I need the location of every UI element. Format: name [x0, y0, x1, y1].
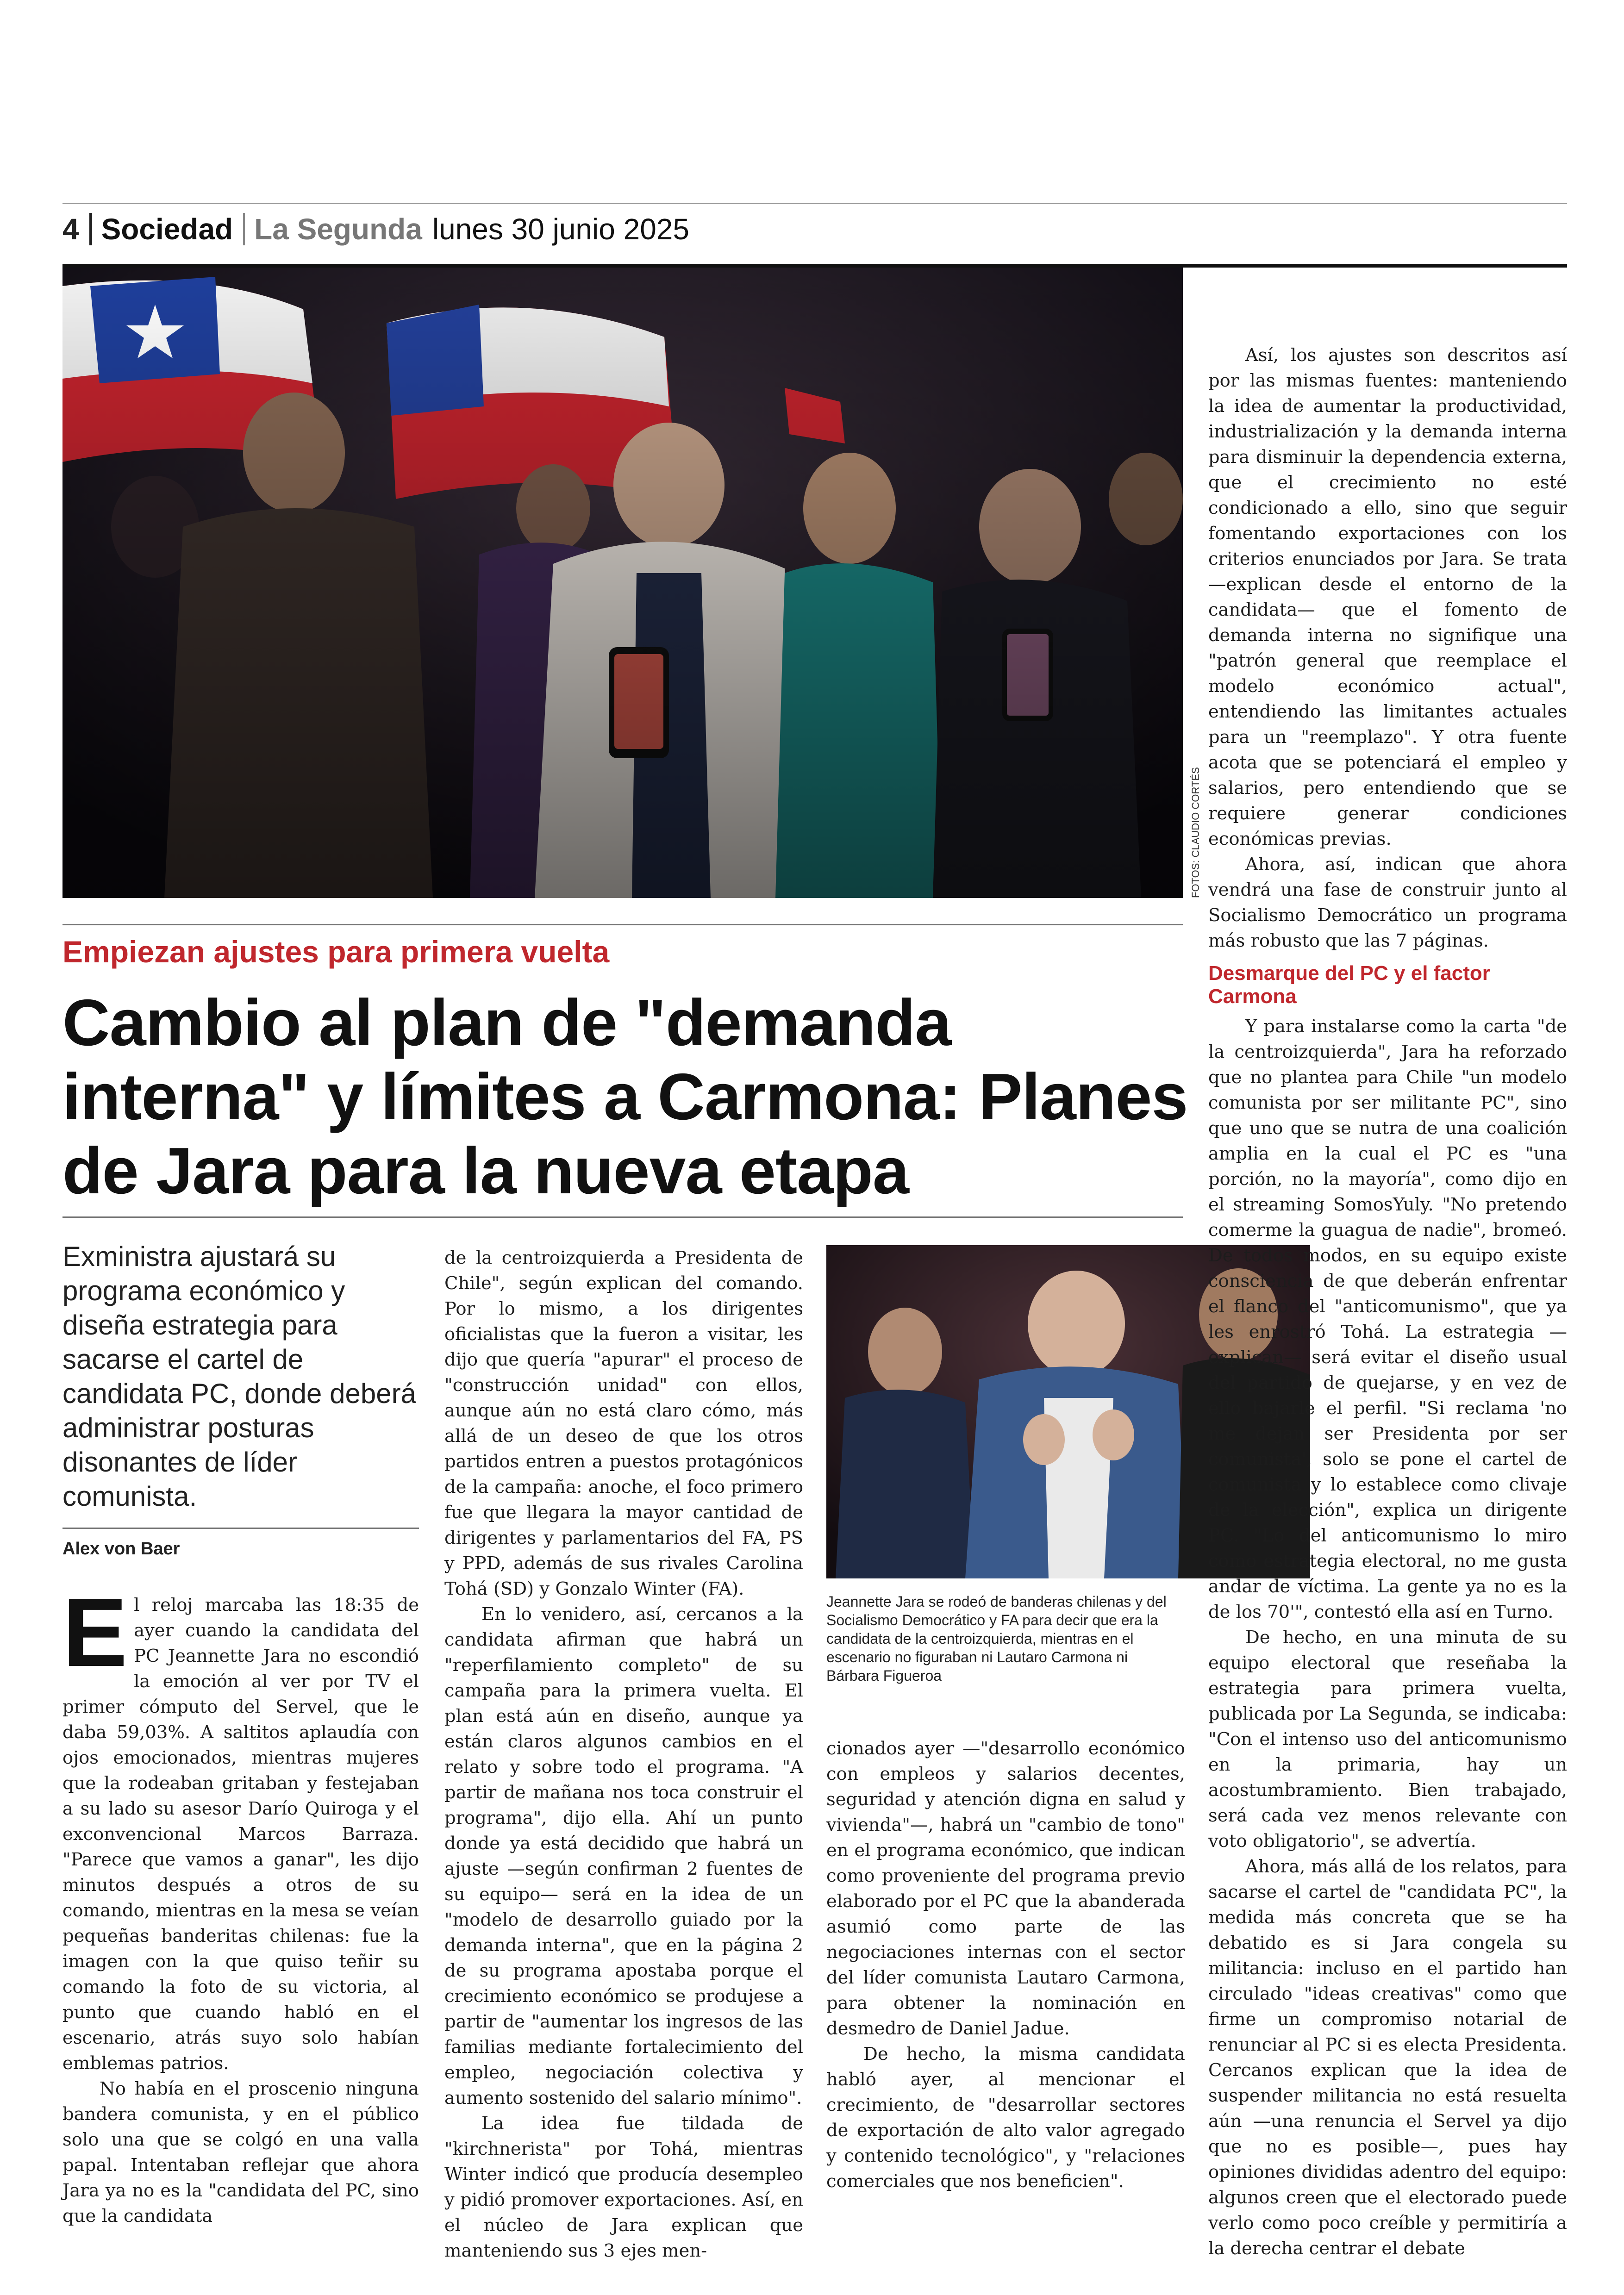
drop-cap: E: [62, 1578, 128, 1687]
paragraph: Y para instalarse como la carta "de la centroizquierda", Jara ha reforzado que no plantea para Chile "un modelo comunista por ser militante PC", sino que uno que se nutra de una coalición amplia en la cual el PC es "una porción, no la mayoría", como dijo en el streaming SomosYuly. "No pretendo comerme la guagua de nadie", bromeó. De todos modos, en su equipo existe consciencia de que deberán enfrentar el flanco del "anticomunismo", que ya les enrostró Tohá. La estrategia —explican— será evitar el diseño usual del partido de quejarse, y en vez de ello bajarle el perfil. "Si reclama 'no me dejan ser Presidenta por ser comunista', solo se pone el cartel de comunista y lo establece como clivaje de la elección", explica un dirigente PC. "Lo del anticomunismo lo miro como estrategia electoral, no me gusta andar de víctima. La gente ya no es la de los 70'", contestó ella así en Turno.: [1208, 1016, 1567, 1622]
body-column-4: [1208, 343, 1567, 2261]
paragraph: de la centroizquierda a Presidenta de Chile", según explican del comando. Por lo mismo, a los dirigentes oficialistas que la fueron a visitar, les dijo que quería "apurar" el proceso de "construcción unidad" con ellos, aunque aún no está claro cómo, más allá de un deseo de que los otros partidos entren a puestos protagónicos de la campaña: anoche, el foco primero fue que llegara la mayor cantidad de dirigentes y parlamentarios del FA, PS y PPD, además de sus rivales Carolina Tohá (SD) y Gonzalo Winter (FA).: [444, 1247, 803, 1599]
body-column-1: [62, 1578, 419, 2229]
paragraph: Ahora, así, indican que ahora vendrá una fase de construir junto al Socialismo Democrático un programa más robusto que las 7 páginas.: [1208, 854, 1567, 951]
page-number: 4: [62, 212, 79, 246]
main-photo-illustration: [62, 268, 1183, 898]
paragraph: De hecho, en una minuta de su equipo electoral que reseñaba la estrategia para primera vuelta, publicada por La Segunda, se indicaba: "Con el intenso uso del anticomunismo en la primaria, hay un acostumbramiento. Bien trabajado, será cada vez menos relevante con voto obligatorio", se advertía.: [1208, 1627, 1567, 1852]
issue-date: lunes 30 junio 2025: [432, 212, 689, 246]
subheading: Desmarque del PC y el factor Carmona: [1208, 962, 1490, 1008]
main-photo: [62, 268, 1183, 898]
paragraph: [62, 1578, 419, 2076]
paragraph: cionados ayer —"desarrollo económico con empleos y salarios decentes, seguridad y atención digna en salud y vivienda"—, habrá un "cambio de tono" en el programa económico, que indican como proveniente del programa previo elaborado por el PC que la abanderada asumió como parte de las negociaciones internas con el sector del líder comunista Lautaro Carmona, para obtener la nominación en desmedro de Daniel Jadue.: [826, 1738, 1185, 2039]
kicker-top-rule: [62, 924, 1183, 925]
paragraph: Ahora, más allá de los relatos, para sacarse el cartel de "candidata PC", la medida más concreta que se ha debatido es si Jara congela su militancia: incluso en el partido han circulado "ideas creativas" como que firme un compromiso notarial de renunciar al PC si es electa Presidenta. Cercanos explican que la idea de suspender militancia no está resuelta aún —una renuncia el Servel ya dijo que no es posible—, pues hay opiniones divididas adentro del equipo: algunos creen que el electorado puede verlo como poco creíble y permitiría a la derecha centrar el debate: [1208, 1856, 1567, 2259]
paragraph-text: l reloj marcaba las 18:35 de ayer cuando la candidata del PC Jeannette Jara no escondió la emoción al ver por TV el primer cómputo del Servel, que le daba 59,03%. A saltitos aplaudía con ojos emocionados, mientras mujeres que la rodeaban gritaban y festejaban a su lado su asesor Darío Quiroga y el exconvencional Marcos Barraza. "Parece que vamos a ganar", les dijo minutos después a otros de su comando, mientras en la mesa se veían pequeñas banderitas chilenas: fue la imagen con la que quiso teñir su comando la foto de su victoria, al punto que cuando habló en el escenario, atrás suyo solo habían emblemas patrios.: [62, 1595, 419, 2074]
paragraph: De hecho, la misma candidata habló ayer, al mencionar el crecimiento, de "desarrollar sectores de exportación de alto valor agregado y contenido tecnológico", y "relaciones comerciales que nos beneficien".: [826, 2044, 1185, 2192]
paragraph: No había en el proscenio ninguna bandera comunista, y en el público solo una que se colgó en una valla papal. Intentaban reflejar que ahora Jara ya no es la "candidata del PC, sino que la candidata: [62, 2078, 419, 2226]
byline: Alex von Baer: [62, 1539, 180, 1559]
paragraph: Así, los ajustes son descritos así por las mismas fuentes: manteniendo la idea de aumentar la productividad, industrialización y la demanda interna para disminuir la dependencia externa, que el crecimiento no esté condicionado a ello, sino que seguir fomentando exportaciones con los criterios enunciados por Jara. Se trata —explican desde el entorno de la candidata— que el fomento de demanda interna no signifique una "patrón general que reemplace el modelo económico actual", entendiendo las limitantes actuales para un "reemplazo". Y otra fuente acota que se potenciará el empleo y salarios, pero entendiendo que se requiere generar condiciones económicas previas.: [1208, 345, 1567, 849]
header-divider: [89, 213, 92, 245]
paragraph: En lo venidero, así, cercanos a la candidata afirman que habrá un "reperfilamiento completo" de su campaña para la primera vuelta. El plan está aún en diseño, aunque ya están claros algunos cambios en el relato y sobre todo el programa. "A partir de mañana nos toca construir el programa", dijo ella. Ahí un punto donde ya está decidido que habrá un ajuste —según confirman 2 fuentes de su equipo— será en la idea de un "modelo de desarrollo guiado por la demanda interna", que en la página 2 de su programa apostaba porque el crecimiento económico se produjese a partir de "aumentar los ingresos de las familias mediante fortalecimiento del empleo, negociación colectiva y aumento sostenido del salario mínimo".: [444, 1604, 803, 2108]
body-column-2: [444, 1245, 803, 2264]
header-bottom-rule: [62, 264, 1567, 268]
top-thin-rule: [62, 203, 1567, 204]
header-divider-2: [243, 213, 245, 245]
headline-bottom-rule: [62, 1216, 1183, 1218]
headline: Cambio al plan de "demanda interna" y límites a Carmona: Planes de Jara para la nueva etapa: [62, 986, 1188, 1208]
byline-rule: [62, 1528, 419, 1529]
kicker: Empiezan ajustes para primera vuelta: [62, 935, 610, 969]
body-column-3: [826, 1736, 1185, 2194]
paragraph: La idea fue tildada de "kirchnerista" por Tohá, mientras Winter indicó que producía desempleo y pidió promover exportaciones. Así, en el núcleo de Jara explican que manteniendo sus 3 ejes men-: [444, 2113, 803, 2261]
section-name: Sociedad: [101, 212, 233, 246]
page-header: [62, 208, 689, 250]
photo-caption: Jeannette Jara se rodeó de banderas chilenas y del Socialismo Democrático y FA para decir que era la candidata de la centroizquierda, mientras en el escenario no figuraban ni Lautaro Carmona ni Bárbara Figueroa: [826, 1593, 1167, 1684]
photo-credit: FOTOS: CLAUDIO CORTÉS: [1190, 767, 1201, 898]
deck: Exministra ajustará su programa económico y diseña estrategia para sacarse el cartel de candidata PC, donde deberá administrar posturas disonantes de líder comunista.: [62, 1241, 416, 1512]
publication-name: La Segunda: [254, 212, 422, 246]
